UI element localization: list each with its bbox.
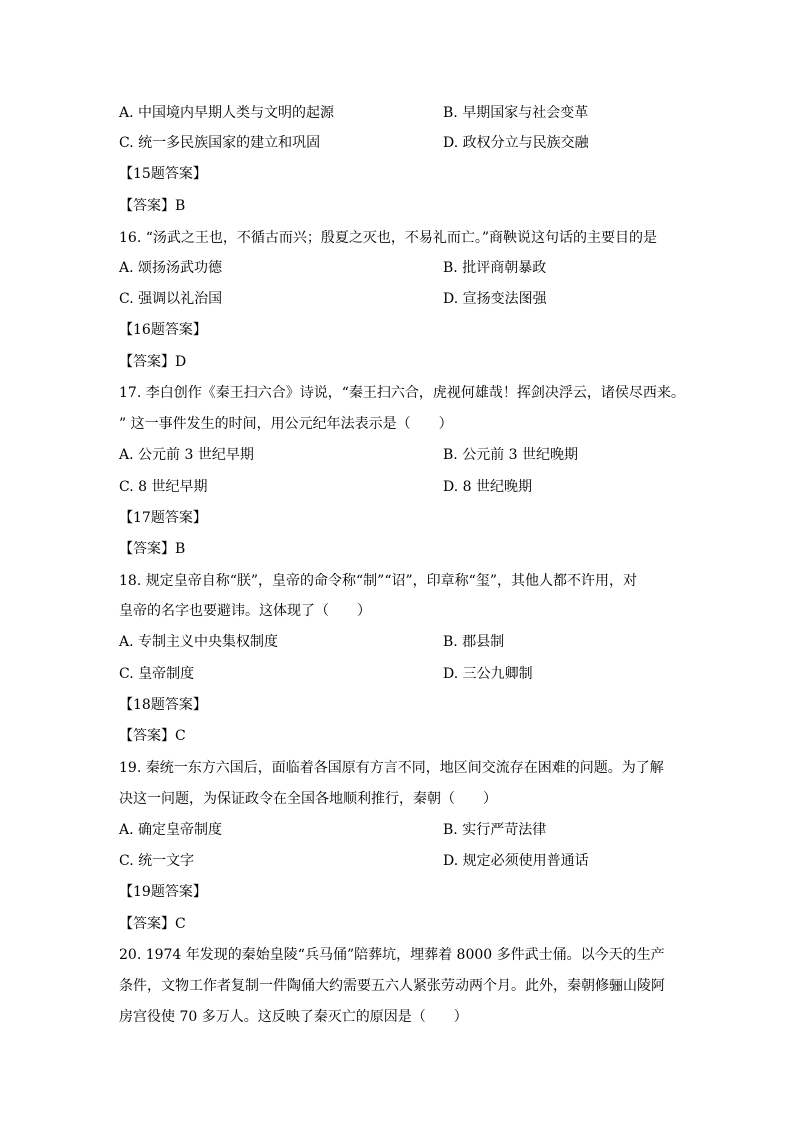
q18-option-a: A. 专制主义中央集权制度: [119, 634, 279, 650]
q17-answer: 【答案】B: [119, 541, 186, 557]
q16-option-b: B. 批评商朝暴政: [443, 260, 547, 276]
q18-stem-line-1: 18. 规定皇帝自称“朕”，皇帝的命令称“制”“诏”，印章称“玺”，其他人都不许用，对: [119, 573, 637, 589]
q16-answer: 【答案】D: [119, 354, 187, 370]
q16-option-c: C. 强调以礼治国: [119, 291, 223, 307]
q17-option-a: A. 公元前 3 世纪早期: [119, 447, 254, 463]
q19-option-b: B. 实行严苛法律: [443, 822, 547, 838]
q18-answer-header: 【18题答案】: [119, 697, 207, 713]
q19-answer: 【答案】C: [119, 916, 186, 932]
q18-option-d: D. 三公九卿制: [443, 666, 533, 682]
q18-option-c: C. 皇帝制度: [119, 666, 195, 682]
q18-option-b: B. 郡县制: [443, 634, 505, 650]
q19-option-d: D. 规定必须使用普通话: [443, 853, 589, 869]
q18-stem-line-2: 皇帝的名字也要避讳。这体现了（ ）: [119, 603, 371, 619]
q18-answer: 【答案】C: [119, 728, 186, 744]
q15-option-c: C. 统一多民族国家的建立和巩固: [119, 135, 321, 151]
q15-option-b: B. 早期国家与社会变革: [443, 105, 589, 121]
q17-option-b: B. 公元前 3 世纪晚期: [443, 447, 578, 463]
q19-answer-header: 【19题答案】: [119, 884, 207, 900]
q19-option-c: C. 统一文字: [119, 853, 195, 869]
q15-answer-header: 【15题答案】: [119, 166, 207, 182]
q20-stem-line-1: 20. 1974 年发现的秦始皇陵“兵马俑”陪葬坑，埋葬着 8000 多件武士俑。以今天的生产: [119, 947, 665, 963]
q17-option-c: C. 8 世纪早期: [119, 479, 208, 495]
q16-option-d: D. 宣扬变法图强: [443, 291, 547, 307]
q15-option-a: A. 中国境内早期人类与文明的起源: [119, 105, 335, 121]
q19-stem-line-2: 决这一问题，为保证政令在全国各地顺利推行，秦朝（ ）: [119, 791, 497, 807]
q19-stem-line-1: 19. 秦统一东方六国后，面临着各国原有方言不同，地区间交流存在困难的问题。为了解: [119, 760, 664, 776]
q15-option-d: D. 政权分立与民族交融: [443, 135, 589, 151]
q16-answer-header: 【16题答案】: [119, 322, 207, 338]
q20-stem-line-2: 条件，文物工作者复制一件陶俑大约需要五六人紧张劳动两个月。此外，秦朝修骊山陵阿: [119, 978, 665, 994]
q17-option-d: D. 8 世纪晚期: [443, 479, 532, 495]
q16-stem: 16. “汤武之王也，不循古而兴；殷夏之灭也，不易礼而亡。”商鞅说这句话的主要目的是: [119, 230, 658, 246]
q15-answer: 【答案】B: [119, 198, 186, 214]
q16-option-a: A. 颂扬汤武功德: [119, 260, 223, 276]
q17-stem-line-2: ” 这一事件发生的时间，用公元纪年法表示是（ ）: [119, 416, 453, 432]
q19-option-a: A. 确定皇帝制度: [119, 822, 223, 838]
q17-answer-header: 【17题答案】: [119, 510, 207, 526]
q20-stem-line-3: 房宫役使 70 多万人。这反映了秦灭亡的原因是（ ）: [119, 1009, 468, 1025]
q17-stem-line-1: 17. 李白创作《秦王扫六合》诗说，“秦王扫六合，虎视何雄哉！挥剑决浮云，诸侯尽西来。: [119, 385, 685, 401]
